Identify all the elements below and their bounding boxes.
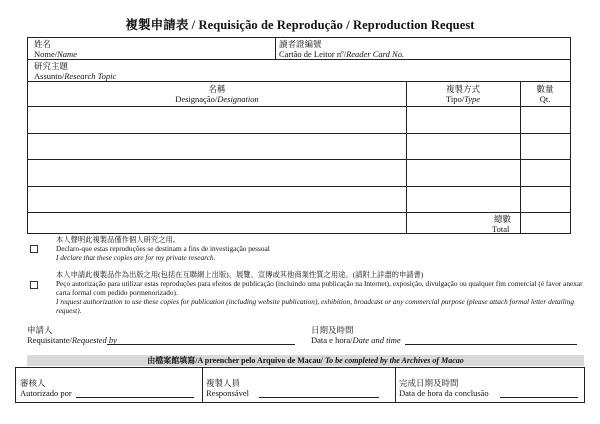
publication-declaration-en: I request authorization to use these copies for publication (including website publication), exhibition, broadcast or any commercial purpose (please attach formal letter detailing request). — [56, 297, 575, 315]
reader-card-label: Cartão de Leitor nº/Reader Card No. — [279, 49, 405, 59]
divider — [28, 159, 570, 160]
date-label-cn: 日期及時間 — [311, 325, 354, 335]
divider — [395, 368, 396, 402]
private-declaration-en: I declare that these copies are for my private research. — [56, 253, 216, 262]
authorized-label-cn: 審核人 — [20, 378, 46, 388]
date-label: Data e hora/Date and time — [311, 335, 401, 345]
type-header-cn: 複製方式 — [445, 84, 480, 94]
responsible-label-cn: 複製人員 — [206, 378, 241, 388]
date-signature-line[interactable] — [405, 344, 577, 345]
private-research-checkbox[interactable] — [30, 245, 38, 253]
divider — [275, 38, 276, 59]
divider — [28, 81, 570, 82]
archive-box — [15, 367, 585, 403]
designation-header: Designação/Designation — [175, 94, 259, 104]
requester-signature-line[interactable] — [107, 344, 295, 345]
divider — [28, 59, 570, 60]
type-header: Tipo/Type — [445, 94, 481, 104]
private-declaration-pt: Declaro-que estas reproduções se destinam a fins de investigação pessoal — [56, 244, 270, 253]
completion-line[interactable] — [500, 397, 578, 398]
total-label-cn: 總數 — [494, 214, 512, 224]
designation-header-cn: 名稱 — [208, 84, 226, 94]
completion-label-cn: 完成日期及時間 — [399, 378, 459, 388]
responsible-label: Responsável — [206, 388, 249, 398]
topic-label: Assunto/Research Topic — [34, 71, 117, 81]
publication-checkbox[interactable] — [30, 281, 38, 289]
quantity-header: Qt. — [539, 94, 551, 104]
quantity-header-cn: 數量 — [536, 84, 554, 94]
authorized-signature-line[interactable] — [76, 397, 194, 398]
divider — [28, 106, 570, 107]
request-form — [27, 37, 571, 234]
divider — [28, 212, 570, 213]
responsible-signature-line[interactable] — [259, 397, 379, 398]
divider — [28, 186, 570, 187]
requester-label: Requisitante/Requested by — [27, 335, 117, 345]
name-label: Nome/Name — [34, 49, 77, 59]
publication-declaration-pt: Peço autorização para utilizar estas reproduções para efeitos de publicação (incluindo uma publicação na Internet), exposição, divulgação ou qualquer fim comercial (é favor anexar carta formal com pedido pormenorizado). — [56, 279, 583, 297]
total-label: Total — [492, 224, 510, 234]
reader-card-label-cn: 讀者證編號 — [279, 39, 322, 49]
publication-declaration-cn: 本人申請此複製品作為出版之用(包括在互聯網上出版)、展覽、宣傳或其他商業性質之用途。(請附上詳盡的申請書) — [56, 270, 424, 279]
divider — [28, 133, 570, 134]
archive-section-header: 由檔案館填寫/A preencher pelo Arquivo de Macau/ To be completed by the Archives of Macao — [27, 355, 584, 366]
page-title: 複製申請表 / Requisição de Reprodução / Reproduction Request — [125, 18, 475, 32]
requester-label-cn: 申請人 — [27, 325, 53, 335]
name-label-cn: 姓名 — [34, 39, 52, 49]
authorized-label: Autorizado por — [20, 388, 72, 398]
divider — [202, 368, 203, 402]
private-declaration-cn: 本人聲明此複製品僅作個人研究之用。 — [56, 235, 181, 244]
topic-label-cn: 研究主題 — [34, 61, 69, 71]
completion-label: Data de hora da conclusão — [399, 388, 489, 398]
